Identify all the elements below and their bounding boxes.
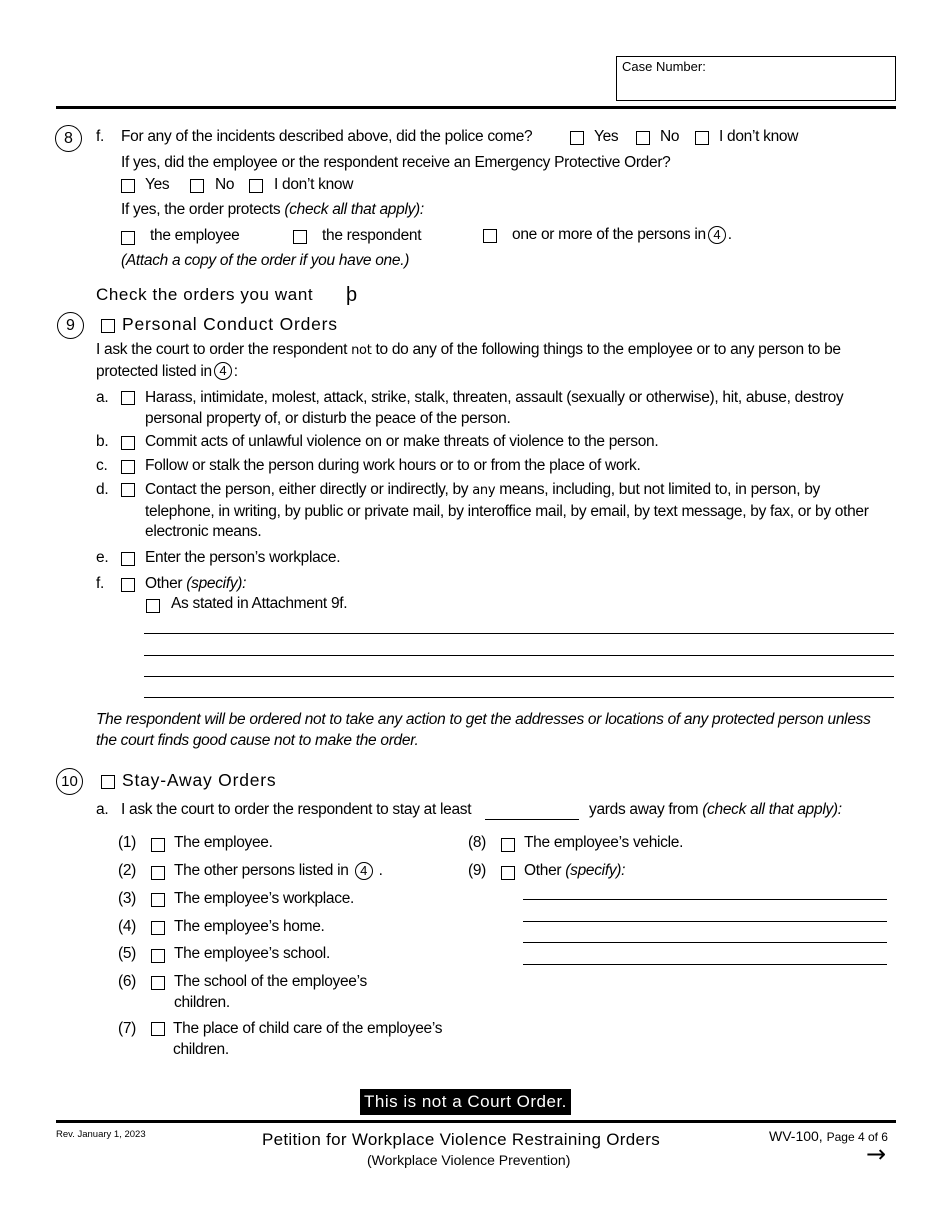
check-orders-heading: Check the orders you want [96,285,314,304]
item-9f-text [145,574,246,594]
item-9b-checkbox[interactable] [121,436,135,450]
intro-part-b: to do any of the following things to the employee or to any person to be protected listed in [96,341,841,380]
stay-workplace-label: The employee’s workplace. [174,890,355,907]
police-yes-label: Yes [594,128,619,145]
stay-8-num: (8) [468,834,487,851]
item-9d-text-b: means, including, but not limited to, in person, by telephone, in writing, by public or private mail, by interoffice mail, by email, by text message, by fax, or by other electronic means. [145,481,869,540]
specify-line-3[interactable] [144,676,894,677]
protects-period: . [727,226,732,243]
attachment-9f-label: As stated in Attachment 9f. [171,595,348,612]
protects-persons-checkbox[interactable] [483,229,497,243]
epo-dont-know-label: I don’t know [274,176,354,193]
stay-9-num: (9) [468,862,487,879]
police-no-checkbox[interactable] [636,131,650,145]
stay-3-num: (3) [118,890,137,907]
item-9-number: 9 [57,312,84,339]
ref-item-4: 4 [708,226,726,244]
stay-other-specify: (specify): [565,862,626,879]
police-dont-know-checkbox[interactable] [695,131,709,145]
item-9e-text: Enter the person’s workplace. [145,549,341,566]
intro-not: not [351,343,372,358]
stay-other-line-3[interactable] [523,942,887,943]
police-no-label: No [660,128,680,145]
police-yes-checkbox[interactable] [570,131,584,145]
intro-part-a: I ask the court to order the respondent [96,341,352,358]
form-subtitle: (Workplace Violence Prevention) [367,1152,571,1168]
yards-input[interactable] [485,819,579,820]
stay-5-num: (5) [118,945,137,962]
item-10-number: 10 [56,768,83,795]
stay-other-persons-line [174,861,383,881]
stay-away-heading: Stay-Away Orders [122,770,277,790]
stay-1-num: (1) [118,834,137,851]
item-10a-letter: a. [96,801,109,818]
case-number-box[interactable] [616,56,896,101]
item-10a-ask: I ask the court to order the respondent to stay at least [121,801,472,818]
stay-school-checkbox[interactable] [151,949,165,963]
stay-other-line-4[interactable] [523,964,887,965]
item-9d-letter: d. [96,481,109,498]
item-9d-checkbox[interactable] [121,483,135,497]
item-9a-checkbox[interactable] [121,391,135,405]
stay-7-num: (7) [118,1020,137,1037]
police-question: For any of the incidents described above, did the police come? [121,128,533,145]
stay-child-care-checkbox[interactable] [151,1022,165,1036]
stay-vehicle-checkbox[interactable] [501,838,515,852]
intro-colon: : [233,362,238,380]
police-dont-know-label: I don’t know [719,128,799,145]
stay-workplace-checkbox[interactable] [151,893,165,907]
stay-vehicle-label: The employee’s vehicle. [524,834,684,851]
stay-4-num: (4) [118,918,137,935]
item-9e-letter: e. [96,549,109,566]
epo-no-checkbox[interactable] [190,179,204,193]
check-orders-glyph: þ [346,284,358,306]
item-8f-letter: f. [96,128,105,145]
stay-other-persons-checkbox[interactable] [151,866,165,880]
epo-dont-know-checkbox[interactable] [249,179,263,193]
not-court-order-banner: This is not a Court Order. [360,1089,571,1115]
epo-question: If yes, did the employee or the respondent receive an Emergency Protective Order? [121,154,671,171]
stay-period: . [378,862,383,879]
stay-2-num: (2) [118,862,137,879]
personal-conduct-checkbox[interactable] [101,319,115,333]
epo-yes-checkbox[interactable] [121,179,135,193]
stay-child-care-label: The place of child care of the employee’s children. [173,1020,443,1058]
stay-other-text: Other [524,862,566,879]
case-number-label: Case Number: [622,59,706,74]
next-page-arrow-icon[interactable]: → [866,1140,887,1168]
personal-conduct-heading: Personal Conduct Orders [122,314,338,334]
stay-children-school-label: The school of the employee’s children. [174,973,367,1011]
protects-respondent-label: the respondent [322,227,422,244]
footer-rule [56,1120,896,1123]
specify-line-2[interactable] [144,655,894,656]
epo-no-label: No [215,176,235,193]
stay-other-checkbox[interactable] [501,866,515,880]
stay-other-line-2[interactable] [523,921,887,922]
stay-employee-checkbox[interactable] [151,838,165,852]
yards-away-label: yards away from [589,801,703,818]
stay-home-label: The employee’s home. [174,918,325,935]
form-id: WV-100, [769,1128,823,1144]
check-all-apply: (check all that apply): [702,801,842,818]
item-9d-text [145,480,890,543]
protects-employee-checkbox[interactable] [121,231,135,245]
stay-other-persons-label: The other persons listed in [174,862,349,879]
form-title: Petition for Workplace Violence Restraining Orders [262,1130,660,1149]
item-9f-specify: (specify): [186,575,247,592]
stay-employee-label: The employee. [174,834,273,851]
stay-home-checkbox[interactable] [151,921,165,935]
item-9a-text: Harass, intimidate, molest, attack, strike, stalk, threaten, assault (sexually or otherwise), hit, abuse, destroy personal property of, or disturb the peace of the person. [145,389,844,427]
item-9f-checkbox[interactable] [121,578,135,592]
top-rule [56,106,896,109]
attachment-9f-checkbox[interactable] [146,599,160,613]
item-9f-other: Other [145,575,187,592]
item-9f-letter: f. [96,575,105,592]
stay-away-checkbox[interactable] [101,775,115,789]
epo-yes-label: Yes [145,176,170,193]
stay-6-num: (6) [118,973,137,990]
revision-date: Rev. January 1, 2023 [56,1129,146,1140]
item-9d-any: any [472,483,496,498]
stay-other-line-1[interactable] [523,899,887,900]
item-9-note: The respondent will be ordered not to take any action to get the addresses or locations of any protected person unless the court finds good cause not to make the order. [96,711,871,749]
item-9b-text: Commit acts of unlawful violence on or make threats of violence to the person. [145,433,659,450]
item-9e-checkbox[interactable] [121,552,135,566]
protects-persons-label: one or more of the persons in [512,226,706,243]
item-9d-text-a: Contact the person, either directly or indirectly, by [145,481,473,498]
item-9c-checkbox[interactable] [121,460,135,474]
item-9-intro [96,340,876,382]
ref-item-4: 4 [355,862,373,880]
stay-school-label: The employee’s school. [174,945,330,962]
protects-employee-label: the employee [150,227,240,244]
protects-respondent-checkbox[interactable] [293,230,307,244]
page-number: Page 4 of 6 [826,1130,888,1144]
ref-item-4: 4 [214,362,232,380]
item-9a-letter: a. [96,389,109,406]
protects-persons-line [512,225,732,245]
protects-prefix: If yes, the order protects [121,201,285,218]
protects-italic: (check all that apply): [284,201,424,218]
protects-line [121,200,424,220]
stay-children-school-checkbox[interactable] [151,976,165,990]
specify-line-4[interactable] [144,697,894,698]
specify-line-1[interactable] [144,633,894,634]
item-9c-text: Follow or stalk the person during work hours or to or from the place of work. [145,457,641,474]
item-9c-letter: c. [96,457,108,474]
stay-other-label [524,861,625,881]
item-8-number: 8 [55,125,82,152]
item-10a-ask-b [589,800,842,820]
item-9b-letter: b. [96,433,109,450]
attach-note: (Attach a copy of the order if you have one.) [121,252,410,269]
